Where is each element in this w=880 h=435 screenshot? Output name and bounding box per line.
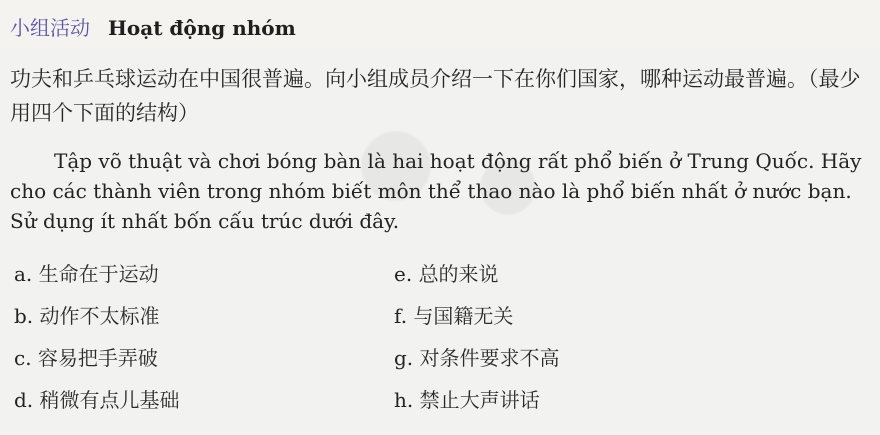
structure-item-h <box>394 381 774 419</box>
structure-item-a <box>14 255 394 293</box>
instruction-vietnamese <box>10 146 870 236</box>
item-key: a. <box>14 262 33 286</box>
structure-item-g <box>394 339 774 377</box>
structure-item-f <box>394 297 774 335</box>
structure-item-b <box>14 297 394 335</box>
structure-item-e <box>394 255 774 293</box>
item-key: h. <box>394 388 414 412</box>
structure-list <box>14 255 774 419</box>
item-text: 对条件要求不高 <box>419 346 560 370</box>
item-text: 生命在于运动 <box>38 262 159 286</box>
item-key: d. <box>14 388 34 412</box>
section-header <box>10 12 296 41</box>
section-title-vietnamese: Hoạt động nhóm <box>108 16 296 40</box>
item-text: 禁止大声讲话 <box>419 388 540 412</box>
item-text: 动作不太标准 <box>39 304 160 328</box>
structure-item-c <box>14 339 394 377</box>
instruction-vietnamese-text: Tập võ thuật và chơi bóng bàn là hai hoạt động rất phổ biến ở Trung Quốc. Hãy cho các thành viên trong nhóm biết môn thể thao nào là phổ biến nhất ở nước bạn. Sử dụng ít nhất bốn cấu trúc dưới đây. <box>10 149 862 233</box>
structure-item-d <box>14 381 394 419</box>
section-title-chinese: 小组活动 <box>10 16 90 40</box>
item-text: 稍微有点儿基础 <box>39 388 180 412</box>
item-key: f. <box>394 304 408 328</box>
item-key: c. <box>14 346 32 370</box>
item-text: 与国籍无关 <box>413 304 514 328</box>
instruction-chinese: 功夫和乒乓球运动在中国很普遍。向小组成员介绍一下在你们国家，哪种运动最普遍。（最少用四个下面的结构） <box>10 67 861 125</box>
item-text: 总的来说 <box>418 262 499 286</box>
item-key: e. <box>394 262 413 286</box>
item-key: g. <box>394 346 414 370</box>
item-text: 容易把手弄破 <box>37 346 158 370</box>
item-key: b. <box>14 304 34 328</box>
